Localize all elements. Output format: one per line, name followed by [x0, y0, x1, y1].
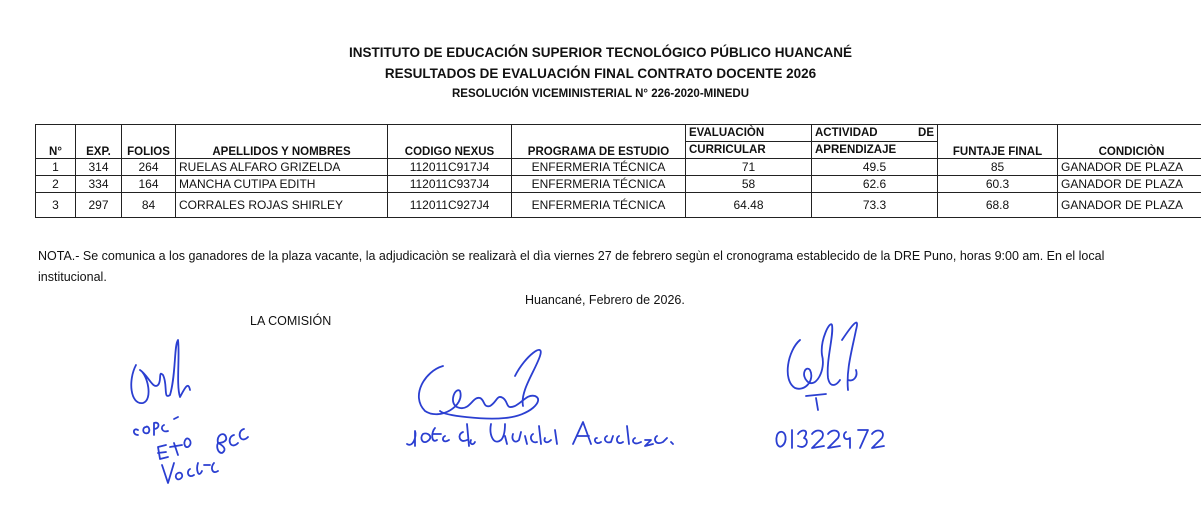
cell-eval: 58 [686, 176, 812, 193]
cell-final: 60.3 [938, 176, 1058, 193]
col-nexus: CODIGO NEXUS [388, 125, 512, 159]
cell-n: 3 [36, 193, 76, 218]
col-condicion: CONDICIÒN [1058, 125, 1201, 159]
cell-folios: 84 [122, 193, 176, 218]
cell-programa: ENFERMERIA TÉCNICA [512, 176, 686, 193]
cell-n: 1 [36, 159, 76, 176]
col-evaluacion [686, 125, 812, 159]
cell-nombres: CORRALES ROJAS SHIRLEY [176, 193, 388, 218]
cell-act: 49.5 [812, 159, 938, 176]
col-n: N° [36, 125, 76, 159]
cell-condicion: GANADOR DE PLAZA [1058, 176, 1201, 193]
col-final: FUNTAJE FINAL [938, 125, 1058, 159]
cell-final: 68.8 [938, 193, 1058, 218]
cell-eval: 64.48 [686, 193, 812, 218]
cell-condicion: GANADOR DE PLAZA [1058, 159, 1201, 176]
cell-nexus: 112011C917J4 [388, 159, 512, 176]
cell-n: 2 [36, 176, 76, 193]
col-programa: PROGRAMA DE ESTUDIO [512, 125, 686, 159]
col-actividad-top-right: DE [918, 127, 934, 139]
cell-nombres: MANCHA CUTIPA EDITH [176, 176, 388, 193]
cell-act: 62.6 [812, 176, 938, 193]
cell-condicion: GANADOR DE PLAZA [1058, 193, 1201, 218]
cell-programa: ENFERMERIA TÉCNICA [512, 159, 686, 176]
col-folios: FOLIOS [122, 125, 176, 159]
col-actividad-top-left: ACTIVIDAD [815, 127, 878, 139]
cell-act: 73.3 [812, 193, 938, 218]
date-line: Huancané, Febrero de 2026. [525, 293, 685, 307]
cell-eval: 71 [686, 159, 812, 176]
col-evaluacion-top: EVALUACIÒN [686, 125, 811, 142]
cell-nombres: RUELAS ALFARO GRIZELDA [176, 159, 388, 176]
col-actividad-top [812, 125, 937, 142]
table-row [36, 159, 1201, 176]
signature-2 [405, 336, 685, 461]
cell-final: 85 [938, 159, 1058, 176]
cell-folios: 264 [122, 159, 176, 176]
col-evaluacion-bot: CURRICULAR [689, 144, 766, 156]
cell-nexus: 112011C927J4 [388, 193, 512, 218]
cell-programa: ENFERMERIA TÉCNICA [512, 193, 686, 218]
table-header-row [36, 125, 1201, 159]
cell-folios: 164 [122, 176, 176, 193]
cell-exp: 334 [76, 176, 122, 193]
resolution-subtitle: RESOLUCIÓN VICEMINISTERIAL N° 226-2020-MINEDU [451, 88, 750, 100]
results-table [35, 124, 1201, 218]
results-title: RESULTADOS DE EVALUACIÓN FINAL CONTRATO DOCENTE 2026 [384, 66, 817, 81]
signature-3 [770, 310, 890, 460]
col-actividad-bot: APRENDIZAJE [815, 144, 897, 156]
table-row [36, 193, 1201, 218]
institution-title: INSTITUTO DE EDUCACIÓN SUPERIOR TECNOLÓGICO PÚBLICO HUANCANÉ [348, 45, 853, 60]
signature-1 [118, 335, 268, 485]
cell-nexus: 112011C937J4 [388, 176, 512, 193]
nota-paragraph: NOTA.- Se comunica a los ganadores de la plaza vacante, la adjudicaciòn se realizarà el dìa viernes 27 de febrero segùn el cronograma establecido de la DRE Puno, horas 9:00 am. En el local institucional. [38, 249, 1105, 284]
cell-exp: 297 [76, 193, 122, 218]
table-row [36, 176, 1201, 193]
col-exp: EXP. [76, 125, 122, 159]
commission-label: LA COMISIÓN [250, 314, 332, 328]
col-nombres: APELLIDOS Y NOMBRES [176, 125, 388, 159]
col-actividad [812, 125, 938, 159]
cell-exp: 314 [76, 159, 122, 176]
